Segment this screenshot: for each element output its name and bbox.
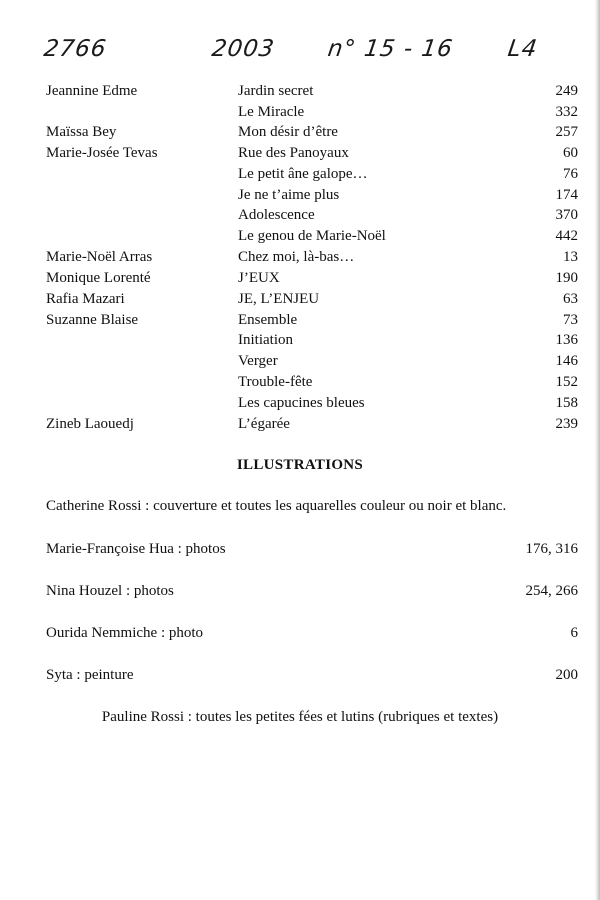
contents-row	[0, 249, 600, 270]
work-title: Verger	[238, 353, 278, 369]
page-number: 257	[555, 124, 578, 140]
illustration-credit: Nina Houzel : photos	[46, 583, 174, 599]
page-number: 73	[563, 312, 578, 328]
contents-row	[0, 83, 600, 104]
page-number: 190	[555, 270, 578, 286]
work-title: Les capucines bleues	[238, 395, 365, 411]
page-number: 249	[555, 83, 578, 99]
contents-row	[0, 312, 600, 333]
contents-row	[0, 207, 600, 228]
contents-row	[0, 374, 600, 395]
author-name: Jeannine Edme	[46, 83, 138, 99]
page-number: 370	[555, 207, 578, 223]
work-title: Je ne t’aime plus	[238, 187, 340, 203]
handwritten-note: 2003	[210, 36, 277, 62]
contents-row	[0, 166, 600, 187]
illustration-credit: Ourida Nemmiche : photo	[46, 625, 204, 641]
work-title: Jardin secret	[238, 83, 314, 99]
contents-row	[0, 145, 600, 166]
author-name: Marie-Noël Arras	[46, 249, 153, 265]
work-title: Adolescence	[238, 207, 315, 223]
illustration-pages: 6	[570, 625, 578, 641]
contents-row	[0, 291, 600, 312]
author-name: Zineb Laouedj	[46, 416, 134, 432]
work-title: Le Miracle	[238, 104, 305, 120]
contents-row	[0, 124, 600, 145]
illustrations-heading: ILLUSTRATIONS	[236, 457, 364, 473]
illustration-pages: 254, 266	[525, 583, 578, 599]
page-number: 76	[563, 166, 578, 182]
illustration-credit: Catherine Rossi : couverture et toutes les aquarelles couleur ou noir et blanc.	[46, 498, 507, 514]
page-number: 158	[555, 395, 578, 411]
contents-row	[0, 104, 600, 125]
page-number: 239	[555, 416, 578, 432]
illustration-footnote: Pauline Rossi : toutes les petites fées et lutins (rubriques et textes)	[101, 709, 499, 725]
illustration-credit: Marie-Françoise Hua : photos	[46, 541, 226, 557]
contents-row	[0, 395, 600, 416]
work-title: Chez moi, là-bas…	[238, 249, 355, 265]
contents-row	[0, 353, 600, 374]
illustration-pages: 200	[555, 667, 578, 683]
page-number: 63	[563, 291, 578, 307]
page-number: 152	[555, 374, 578, 390]
author-name: Maïssa Bey	[46, 124, 117, 140]
page-number: 442	[555, 228, 578, 244]
author-name: Marie-Josée Tevas	[46, 145, 158, 161]
contents-row	[0, 228, 600, 249]
work-title: Le petit âne galope…	[238, 166, 368, 182]
work-title: Le genou de Marie-Noël	[238, 228, 386, 244]
work-title: L’égarée	[238, 416, 290, 432]
contents-row	[0, 187, 600, 208]
work-title: J’EUX	[238, 270, 280, 286]
work-title: Rue des Panoyaux	[238, 145, 349, 161]
illustration-credit: Syta : peinture	[46, 667, 134, 683]
page-number: 174	[555, 187, 578, 203]
illustration-pages: 176, 316	[525, 541, 578, 557]
author-name: Suzanne Blaise	[46, 312, 139, 328]
work-title: Mon désir d’être	[238, 124, 338, 140]
author-name: Monique Lorenté	[46, 270, 151, 286]
page-number: 13	[563, 249, 578, 265]
author-name: Rafia Mazari	[46, 291, 125, 307]
work-title: Ensemble	[238, 312, 298, 328]
contents-row	[0, 416, 600, 437]
work-title: Trouble-fête	[238, 374, 313, 390]
handwritten-note: n° 15 - 16	[326, 36, 455, 62]
page-number: 136	[555, 332, 578, 348]
handwritten-note: L4	[506, 36, 540, 62]
work-title: Initiation	[238, 332, 293, 348]
work-title: JE, L’ENJEU	[238, 291, 320, 307]
contents-row	[0, 332, 600, 353]
page-number: 60	[563, 145, 578, 161]
handwritten-note: 2766	[42, 36, 109, 62]
page-number: 146	[555, 353, 578, 369]
page-number: 332	[555, 104, 578, 120]
contents-row	[0, 270, 600, 291]
